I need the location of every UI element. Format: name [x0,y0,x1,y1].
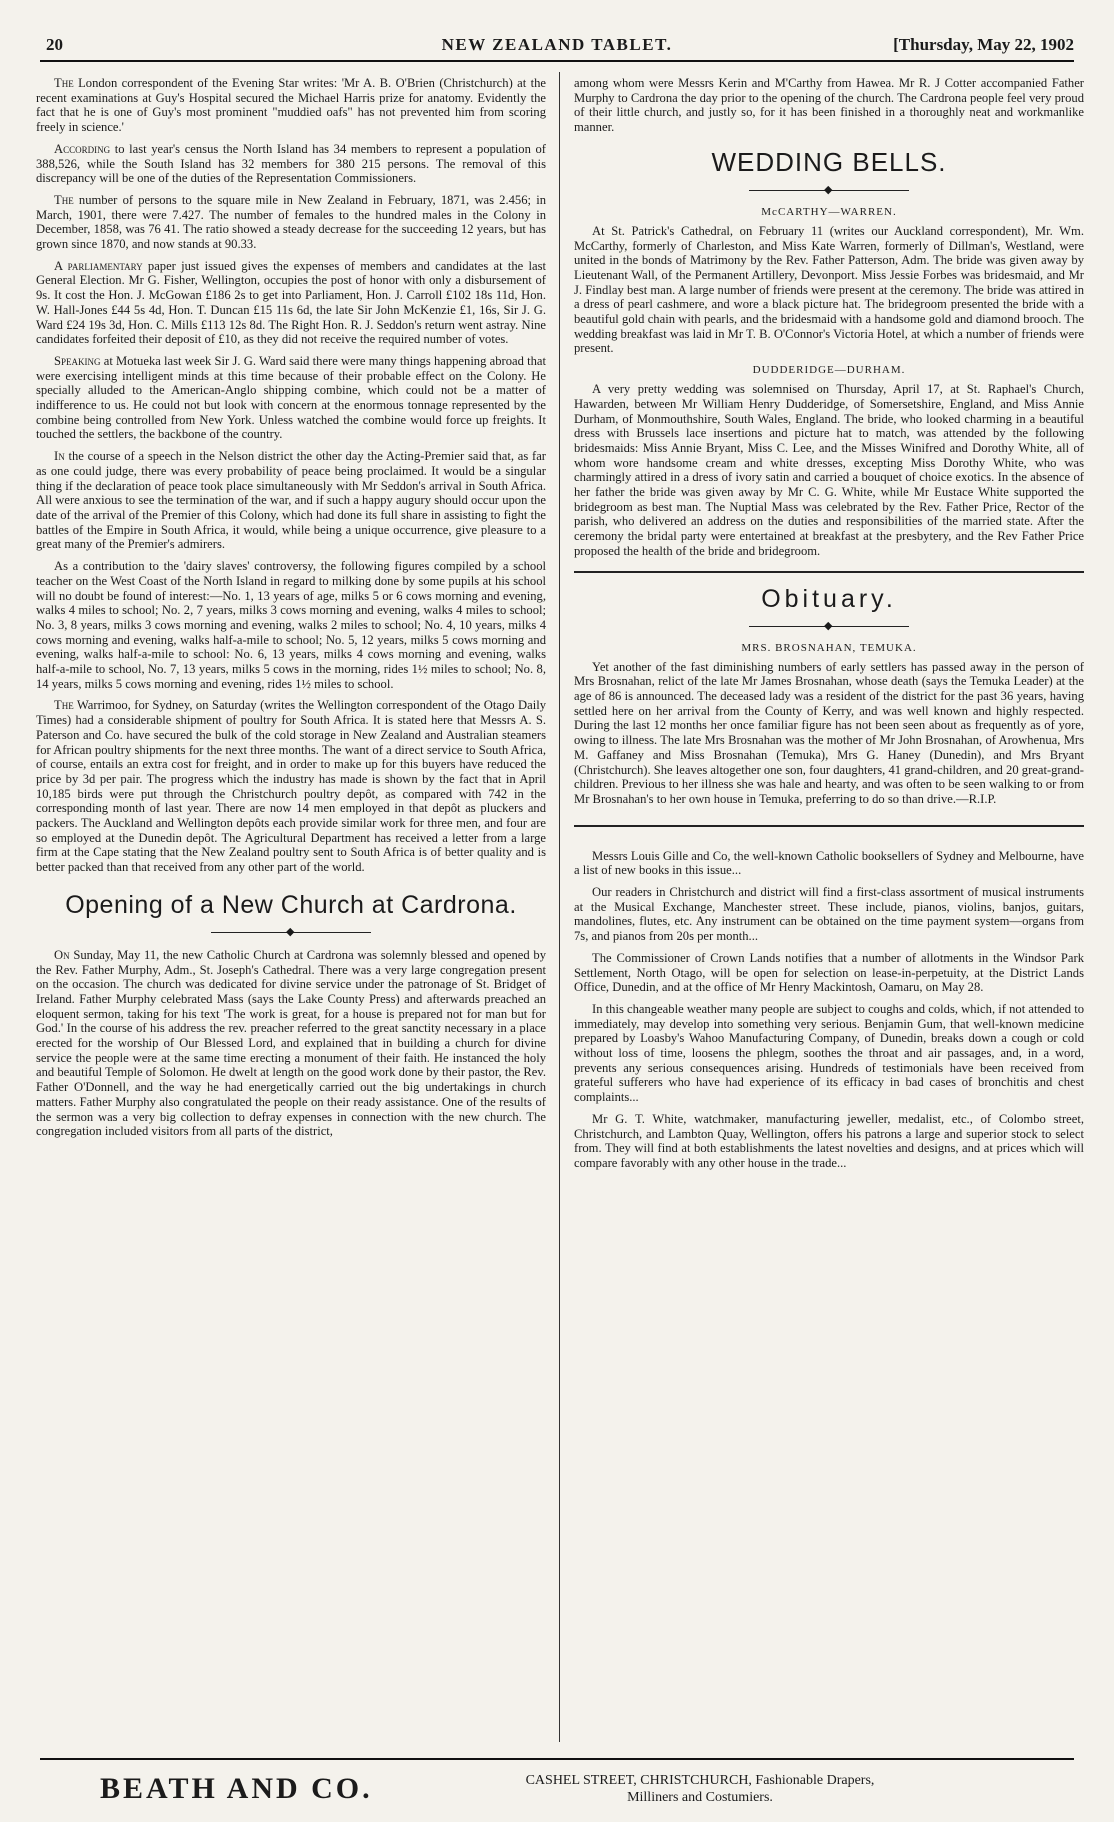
page-footer-advert [40,1758,1074,1816]
church-heading: Opening of a New Church at Cardrona. [65,890,517,919]
wedding-subheading: McCARTHY—WARREN. [761,205,897,218]
notice-paragraph: The Commissioner of Crown Lands notifies that a number of allotments in the Windsor Park Settlement, North Otago, will be open for selection on lease-in-perpetuity, at the District Lands Office, Dunedin, and at the office of Mr Henry Mackintosh, Oamaru, on May 28. [574,950,1084,995]
lead-word: On [54,947,70,962]
lead-word: The [54,698,74,713]
diamond-icon: ◆ [824,183,833,196]
page-header [40,32,1074,62]
section-rule [574,571,1084,573]
page-number: 20 [46,35,63,54]
article-paragraph [36,698,546,874]
wedding-subheading: DUDDERIDGE—DURHAM. [752,364,906,377]
advert-address [440,1772,960,1806]
left-column [36,76,546,1741]
dateline: [Thursday, May 22, 1902 [893,35,1074,54]
obituary-subheading: MRS. BROSNAHAN, TEMUKA. [741,641,917,654]
advert-brand: BEATH AND CO. [100,1772,373,1805]
right-column [574,76,1084,1741]
diamond-icon: ◆ [286,925,295,938]
diamond-icon: ◆ [824,619,833,632]
article-paragraph [36,948,546,1139]
lead-word: In [54,449,65,464]
article-paragraph: Yet another of the fast diminishing numbers of early settlers has passed away in the person of Mrs Brosnahan, relict of the late Mr James Brosnahan, whose death (says the Temuka Leader) at the age of 86 is announced. The deceased lady was a resident of the district for the past 36 years, having settled here on her arrival from the County of Kerry, and was well known and highly respected. During the last 12 months her once familiar figure has not been seen about as frequently as of yore, owing to illness. The late Mrs Brosnahan was the mother of Mr John Brosnahan, of Arowhenua, Mrs M. Gaffaney and Miss Brosnahan (Temuka), Mrs G. Haney (Dunedin), and Mrs Bryant (Christchurch). She leaves altogether one son, four daughters, 41 grand-children, and 20 great-grand-children. Previous to her illness she was hale and hearty, and was often to be seen walking to or from Mr Brosnahan's to her own house in Temuka, preferring to do so than drive.—R.I.P. [574,659,1084,806]
lead-word: According [54,141,111,156]
ornament-divider [36,926,546,938]
paragraph-text: Warrimoo, for Sydney, on Saturday (writes the Wellington correspondent of the Otago Daily Times) had a considerable shipment of poultry for South Africa. It is stated here that Messrs A. S. Paterson and Co. have secured the bulk of the cold storage in New Zealand and Australian steamers for African poultry shipments for the next three months. The want of a direct service to South Africa, of course, entails an extra cost for freight, and in order to make up for this buyers have reduced the price by 3d per pair. The progress which the industry has made is shown by the fact that in April 10,185 birds were put through the Christchurch poultry depôt, as compared with 742 in the corresponding month of last year. There are now 14 men employed in that depôt as pluckers and packers. The Auckland and Wellington depôts each provide similar work for three men, and four are so employed at the Dunedin depôt. The Agricultural Department has received a letter from a large firm at the Cape stating that the New Zealand poultry sent to South Africa is of better quality and is better packed than that received from any other part of the world. [36,698,546,875]
article-paragraph: A very pretty wedding was solemnised on Thursday, April 17, at St. Raphael's Church, Hawarden, between Mr William Henry Dudderidge, of Somersetshire, England, and Miss Annie Durham, of Monmouthshire, South Wales, England. The bride, who looked charming in a beautiful dress with Brussels lace insertions and picture hat to match, was attended by the following bridesmaids: Miss Annie Bryant, Miss C. Lee, and the Misses Winifred and Dorothy White, all of whom wore handsome cream and white dresses, excepting Miss Dorothy White, who was charmingly attired in a dress of ivory satin and carried a bouquet of choice exotics. In the absence of her father the bride was given away by Mr C. G. White, while Mr Eustace White supported the bridegroom as best man. The Nuptial Mass was celebrated by the Rev. Father Price, Rector of the parish, who delivered an address on the duties and responsibilities of the married state. After the ceremony the bridal party were entertained at breakfast at the presbytery, and the Rev Father Price proposed the health of the bride and bridegroom. [574,382,1084,558]
article-paragraph [36,193,546,252]
paragraph-text: Sunday, May 11, the new Catholic Church at Cardrona was solemnly blessed and opened by the Rev. Father Murphy, Adm., St. Joseph's Cathedral. There was a very large congregation present on the occasion. The church was dedicated for divine service under the patronage of St. Bridget of Ireland. Father Murphy celebrated Mass (says the Lake County Press) and afterwards preached an eloquent sermon, taking for his text 'The work is great, for a house is prepared not for man but for God.' In the course of his address the rev. preacher referred to the great sanctity necessary in a place erected for the worship of Our Blessed Lord, and explained that in building a church for divine service the people were at the same time erecting a monument of their faith. He instanced the holy and beautiful Temple of Solomon. He dwelt at length on the good work done by their pastor, the Rev. Father O'Donnell, and the way he had energetically carried out the big undertakings in church matters. Father Murphy also congratulated the people on their ready assistance. One of the results of the sermon was a very big collection to defray expenses in connection with the new church. The congregation included visitors from all parts of the district, [36,947,546,1139]
article-paragraph: among whom were Messrs Kerin and M'Carthy from Hawea. Mr R. J Cotter accompanied Father Murphy to Cardrona the day prior to the opening of the church. The Cardrona people feel very proud of their little church, and justly so, for it has been finished in a thoroughly neat and workmanlike manner. [574,76,1084,135]
article-paragraph [36,449,546,552]
paragraph-text: to last year's census the North Island has 34 members to represent a population of 388,526, while the South Island has 32 members for 380 215 persons. The removal of this discrepancy will be one of the duties of the Representation Commissioners. [36,141,546,186]
article-paragraph [36,142,546,186]
paragraph-text: at Motueka last week Sir J. G. Ward said there were many things happening abroad that were exercising intelligent minds at this time because of their probable effect on the Colony. He specially alluded to the American-Anglo shipping combine, which could not be a matter of indifference to us. He could not but look with concern at the enormous tonnage represented by the combine being controlled from New York. Unless watched the combine would force up freights. It touched the settlers, the backbone of the country. [36,353,546,442]
address-line: Milliners and Costumiers. [627,1790,773,1805]
article-paragraph [36,76,546,135]
notice-paragraph: Messrs Louis Gille and Co, the well-known Catholic booksellers of Sydney and Melbourne, have a list of new books in this issue... [574,848,1084,878]
article-paragraph: At St. Patrick's Cathedral, on February 11 (writes our Auckland correspondent), Mr. Wm. McCarthy, formerly of Charleston, and Miss Kate Warren, formerly of Dillman's, Westland, were united in the bonds of Matrimony by the Rev. Father Patterson, Adm. The bride was given away by Lieutenant Wall, of the Permanent Artillery, Devonport. Miss Jessie Forbes was bridesmaid, and Mr J. Findlay best man. A large number of friends were present at the ceremony. The bride was attired in a dress of pearl cashmere, and wore a black picture hat. The bridegroom presented the bride with a beautiful gold chain with pearls, and the bridesmaid with a handsome gold and diamond brooch. The wedding breakfast was laid in Mr T. B. O'Connor's Victoria Hotel, at which a number of friends were present. [574,223,1084,356]
notice-paragraph: Our readers in Christchurch and district will find a first-class assortment of musical instruments at the Musical Exchange, Manchester street. These include, pianos, violins, banjos, guitars, mandolines, flutes, etc. Any instrument can be obtained on the time payment system—organs from 7s, and pianos from 20s per month... [574,885,1084,944]
column-divider [559,72,560,1742]
ornament-divider [574,184,1084,196]
notice-paragraph: Mr G. T. White, watchmaker, manufacturing jeweller, medalist, etc., of Colombo street, Christchurch, and Lambton Quay, Wellington, offers his patrons a large and superior stock to select from. They will find at both establishments the latest novelties and designs, and at prices which will compare favorably with any other house in the trade... [574,1111,1084,1170]
obituary-heading: Obituary. [761,584,897,613]
lead-word: A parliamentary [54,258,143,273]
paragraph-text: London correspondent of the Evening Star writes: 'Mr A. B. O'Brien (Christchurch) at the recent examinations at Guy's Hospital secured the Michael Harris prize for anatomy. Evidently the fact that he is one of Guy's most prominent "muddied oafs" has not prevented him from scoring freely in science.' [36,76,546,135]
section-rule [574,825,1084,827]
ornament-divider [574,620,1084,632]
article-paragraph: As a contribution to the 'dairy slaves' controversy, the following figures compiled by a school teacher on the West Coast of the North Island in regard to milking done by some pupils at his school will no doubt be found of interest:—No. 1, 13 years of age, milks 5 or 6 cows morning and evening, walks 4 miles to school; No. 2, 7 years, milks 3 cows morning and evening, walks 4 miles to school; No. 3, 8 years, milks 3 cows morning and evening, walks 2 miles to school; No. 4, 10 years, milks 4 cows morning and evening, walks half-a-mile to school; No. 5, 12 years, milks 5 cows morning and evening, walks half-a-mile to school: No. 6, 13 years, milks 4 cows morning and evening, walks half-a-mile to school, No. 7, 13 years, milks 5 cows in the morning, rides 1½ miles to school; No. 8, 14 years, milks 5 cows morning and evening, rides 1½ miles to school. [36,559,546,691]
article-paragraph [36,259,546,347]
lead-word: The [54,192,74,207]
notice-paragraph: In this changeable weather many people are subject to coughs and colds, which, if not attended to immediately, may develop into something very serious. Benjamin Gum, that well-known medicine prepared by Loasby's Wahoo Manufacturing Company, of Dunedin, breaks down a cough or cold without loss of time, loosens the phlegm, soothes the throat and air passages, and, in a word, prevents any serious consequences arising. Hundreds of testimonials have been received from grateful sufferers who have had experience of its efficacy in bad cases of bronchitis and chest complaints... [574,1001,1084,1105]
address-line: CASHEL STREET, CHRISTCHURCH, Fashionable Drapers, [525,1773,875,1788]
paragraph-text: paper just issued gives the expenses of members and candidates at the last General Election. Mr G. Fisher, Wellington, occupies the post of honor with only a disbursement of 9s. It cost the Hon. J. McGowan £186 2s to get into Parliament, Hon. J. Carroll £102 18s 11d, Hon. W. Hall-Jones £44 5s 4d, Hon. T. Duncan £15 11s 6d, the late Sir John McKenzie £1, 16s, Sir J. G. Ward £24 19s 3d, Hon. C. Mills £113 12s 8d. The Right Hon. R. J. Seddon's return went astray. Nine candidates forfeited their deposit of £10, as they did not receive the required number of votes. [36,258,546,347]
lead-word: The [54,76,74,90]
masthead: NEW ZEALAND TABLET. [441,35,673,54]
paragraph-text: the course of a speech in the Nelson district the other day the Acting-Premier said that, as far as one could judge, there was every probability of peace being proclaimed. It would be a singular thing if the declaration of peace took place simultaneously with Mr Seddon's arrival in South Africa. All were anxious to see the termination of the war, and if such a happy augury should occur upon the date of the arrival of the Premier of this Colony, which had done its full share in assisting to fight the battles of the Empire in South Africa, it would, while being a unique occurrence, give pleasure to a great many of the Premier's admirers. [36,449,546,552]
lead-word: Speaking [54,353,101,368]
wedding-heading: WEDDING BELLS. [711,146,947,177]
article-paragraph [36,354,546,442]
paragraph-text: number of persons to the square mile in New Zealand in February, 1871, was 2.456; in March, 1901, there were 7.427. The number of females to the hundred males in the Colony in December, 1858, was 76 41. The ratio showed a steady decrease for the succeeding 12 years, but has grown since 1870, and now stands at 90.33. [36,192,546,252]
